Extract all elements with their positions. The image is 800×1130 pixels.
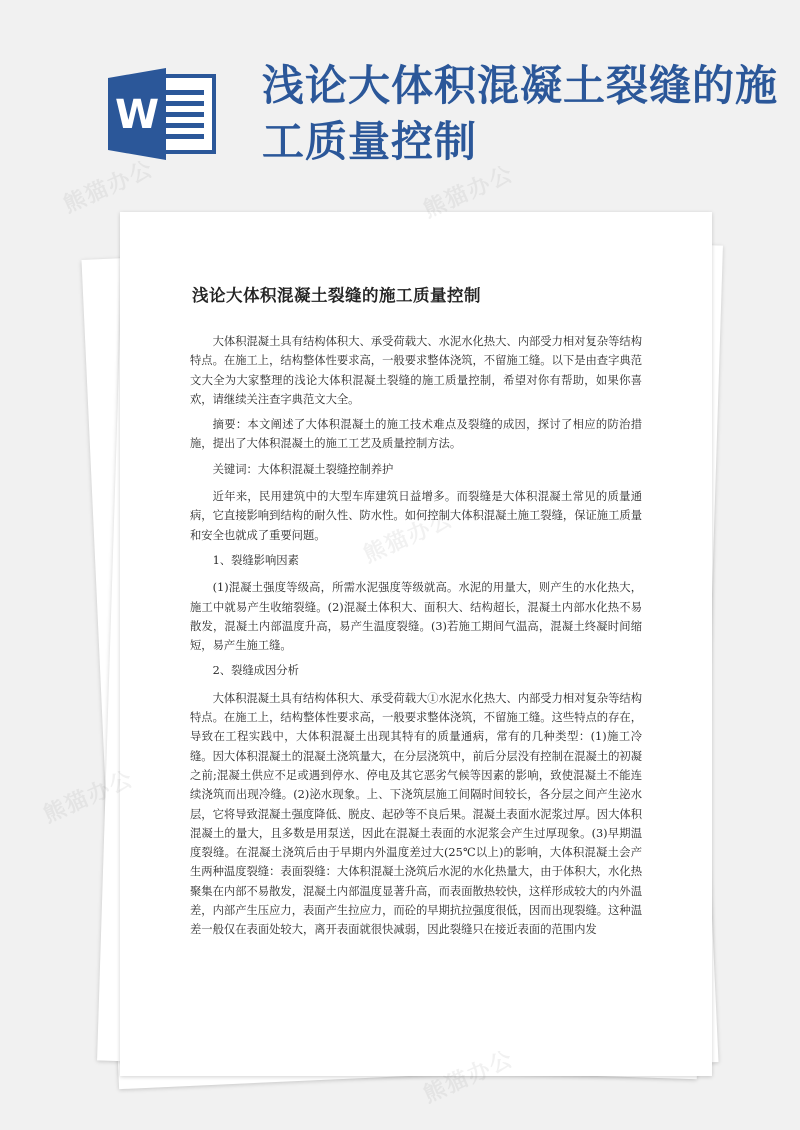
body-paragraph: 近年来，民用建筑中的大型车库建筑日益增多。而裂缝是大体积混凝土常见的质量通病，它直接影响到结构的耐久性、防水性。如何控制大体积混凝土施工裂缝，保证施工质量和安全也就成了重要问题。 bbox=[190, 490, 642, 542]
keywords-line: 关键词：大体积混凝土裂缝控制养护 bbox=[212, 462, 394, 476]
word-icon-letter: W bbox=[114, 92, 160, 138]
watermark: 熊猫办公 bbox=[39, 766, 138, 829]
section-heading: 2、裂缝成因分析 bbox=[212, 664, 299, 678]
watermark: 熊猫办公 bbox=[419, 161, 518, 224]
section-heading: 1、裂缝影响因素 bbox=[212, 553, 299, 567]
body-paragraph: (1)混凝土强度等级高，所需水泥强度等级就高。水泥的用量大，则产生的水化热大，施工中就易产生收缩裂缝。(2)混凝土体积大、面积大、结构超长，混凝土内部水化热不易散发，混凝土内部温度升高，易产生温度裂缝。(3)若施工期间气温高，混凝土终凝时间缩短，易产生施工缝。 bbox=[190, 581, 642, 653]
document-title: 浅论大体积混凝土裂缝的施工质量控制 bbox=[192, 286, 481, 305]
body-paragraph: 大体积混凝土具有结构体积大、承受荷载大①水泥水化热大、内部受力相对复杂等结构特点。在施工上，结构整体性要求高，一般要求整体浇筑，不留施工缝。这些特点的存在，导致在工程实践中，大体积混凝土出现其特有的质量通病，常有的几种类型：(1)施工冷缝。因大体积混凝土的混凝土浇筑量大，在分层浇筑中，前后分层没有控制在混凝土的初凝之前;混凝土供应不足或遇到停水、停电及其它恶劣气候等因素的影响，致使混凝土不能连续浇筑而出现冷缝。(2)泌水现象。上、下浇筑层施工间隔时间较长，各分层之间产生泌水层，它将导致混凝土强度降低、脱皮、起砂等不良后果。混凝土表面水泥浆过厚。因大体积混凝土的量大，且多数是用泵送，因此在混凝土表面的水泥浆会产生过厚现象。(3)早期温度裂缝。在混凝土浇筑后由于早期内外温度差过大(25℃以上)的影响，大体积混凝土会产生两种温度裂缝：表面裂缝：大体积混凝土浇筑后水泥的水化热量大，由于体积大，水化热聚集在内部不易散发，混凝土内部温度显著升高，而表面散热较快，这样形成较大的内外温差，内部产生压应力，表面产生拉应力，而砼的早期抗拉强度很低，因而出现裂缝。这种温差一般仅在表面处较大，离开表面就很快减弱，因此裂缝只在接近表面的范围内发 bbox=[190, 691, 642, 937]
intro-paragraph: 大体积混凝土具有结构体积大、承受荷载大、水泥水化热大、内部受力相对复杂等结构特点。在施工上，结构整体性要求高，一般要求整体浇筑，不留施工缝。以下是由查字典范文大全为大家整理的浅论大体积混凝土裂缝的施工质量控制，希望对你有帮助，如果你喜欢，请继续关注查字典范文大全。 bbox=[190, 335, 642, 406]
page-title: 浅论大体积混凝土裂缝的施工质量控制 bbox=[262, 61, 779, 166]
watermark: 熊猫办公 bbox=[419, 1046, 518, 1109]
abstract-paragraph: 摘要：本文阐述了大体积混凝土的施工技术难点及裂缝的成因，探讨了相应的防治措施，提出了大体积混凝土的施工工艺及质量控制方法。 bbox=[190, 418, 642, 451]
watermark: 熊猫办公 bbox=[59, 156, 158, 219]
word-document-icon bbox=[108, 68, 220, 160]
document-body bbox=[190, 282, 642, 946]
